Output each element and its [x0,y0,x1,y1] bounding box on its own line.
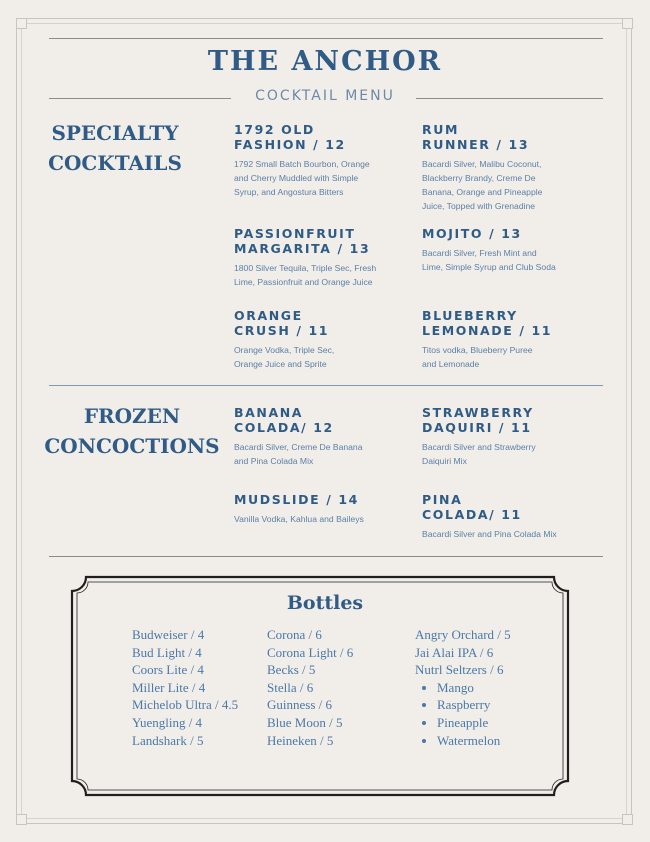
desc-line: 1800 Silver Tequila, Triple Sec, Fresh [234,263,377,273]
item-description [422,343,607,371]
bottle-item: Guinness / 6 [267,697,332,713]
desc-line: Juice, Topped with Grenadine [422,201,536,211]
item-name [234,308,419,338]
item-description [422,157,607,213]
desc-line: and Pina Colada Mix [234,456,314,466]
section-title-line: SPECIALTY [51,121,179,145]
section-title-line: COCKTAILS [48,151,182,175]
bottle-item: Corona / 6 [267,627,322,642]
bottle-item: Bud Light / 4 [132,644,202,660]
bottles-column-3 [415,626,511,749]
desc-line: Bacardi Silver and Pina Colada Mix [422,529,557,539]
item-name-line: RUM [422,122,460,137]
bottles-title: Bottles [286,592,364,614]
item-description [234,512,419,526]
menu-item-rum-runner [422,122,607,213]
item-name [422,122,607,152]
desc-line: 1792 Small Batch Bourbon, Orange [234,159,370,169]
flavor-item: • Raspberry [437,696,511,714]
bottle-item: Nutrl Seltzers / 6 [415,662,504,678]
bottle-item: Coors Lite / 4 [132,662,204,678]
desc-line: Daiquiri Mix [422,456,467,466]
bottle-item: Landshark / 5 [132,732,204,748]
item-name [422,492,607,522]
header-top-rule [49,38,603,39]
item-name-line: STRAWBERRY [422,405,534,420]
desc-line: Bacardi Silver, Creme De Banana [234,442,363,452]
item-description [422,440,607,468]
menu-item-pina-colada [422,492,607,541]
bottle-item: Yuengling / 4 [132,714,203,730]
item-name-line: MOJITO / 13 [422,226,522,241]
item-name-line: BANANA [234,405,304,420]
section-title-specialty [40,118,190,178]
menu-item-old-fashion [234,122,419,199]
desc-line: Lime, Simple Syrup and Club Soda [422,262,556,272]
menu-title: THE ANCHOR [207,46,443,77]
desc-line: Titos vodka, Blueberry Puree [422,345,533,355]
flavor-item: • Mango [437,679,511,697]
corner-ornament-bottom-left [16,814,27,825]
desc-line: Orange Vodka, Triple Sec, [234,345,335,355]
menu-item-mojito [422,226,607,274]
menu-item-strawberry-daquiri [422,405,607,468]
desc-line: Vanilla Vodka, Kahlua and Baileys [234,514,364,524]
item-name-line: DAQUIRI / 11 [422,420,532,435]
item-description [422,527,607,541]
item-name-line: BLUEBERRY [422,308,518,323]
bottle-item: Becks / 5 [267,662,316,678]
desc-line: Syrup, and Angostura Bitters [234,187,344,197]
item-name [234,405,419,435]
menu-item-orange-crush [234,308,419,371]
item-name-line: MARGARITA / 13 [234,241,371,256]
bottle-item: Michelob Ultra / 4.5 [132,697,239,713]
item-name-line: COLADA/ 12 [234,420,334,435]
bottle-item: Stella / 6 [267,679,314,695]
desc-line: Bacardi Silver and Strawberry [422,442,536,452]
desc-line: Banana, Orange and Pineapple [422,187,543,197]
item-name-line: RUNNER / 13 [422,137,530,152]
item-name-line: FASHION / 12 [234,137,346,152]
section-divider [49,385,603,386]
bottle-item: Heineken / 5 [267,732,334,748]
item-description [234,157,419,199]
menu-item-mudslide [234,492,419,526]
desc-line: Blackberry Brandy, Creme De [422,173,536,183]
bottle-item: Miller Lite / 4 [132,679,206,695]
menu-item-passionfruit-margarita [234,226,419,289]
item-name-line: CRUSH / 11 [234,323,330,338]
corner-ornament-top-left [16,18,27,29]
bottle-item: Blue Moon / 5 [267,714,343,730]
flavor-item: • Watermelon [437,732,511,750]
section-title-line: CONCOCTIONS [44,434,220,458]
section-title-frozen [44,401,220,461]
item-name-line: COLADA/ 11 [422,507,522,522]
menu-subtitle: COCKTAIL MENU [255,88,395,104]
desc-line: Bacardi Silver, Malibu Coconut, [422,159,542,169]
item-name [234,122,419,152]
desc-line: and Lemonade [422,359,480,369]
section-title-line: FROZEN [83,404,181,428]
menu-item-blueberry-lemonade [422,308,607,371]
item-description [422,246,607,274]
corner-ornament-bottom-right [622,814,633,825]
subtitle-rule-right [416,98,603,99]
item-name [422,308,607,338]
item-name [422,405,607,435]
item-name [234,492,419,507]
bottle-item: Budweiser / 4 [132,627,205,642]
bottles-column-2 [267,626,353,749]
section-divider [49,556,603,557]
flavor-item: • Pineapple [437,714,511,732]
item-name-line: PASSIONFRUIT [234,226,356,241]
desc-line: and Cherry Muddled with Simple [234,173,359,183]
item-name-line: LEMONADE / 11 [422,323,553,338]
desc-line: Lime, Passionfruit and Orange Juice [234,277,373,287]
seltzer-flavor-list [415,679,511,749]
desc-line: Bacardi Silver, Fresh Mint and [422,248,537,258]
menu-item-banana-colada [234,405,419,468]
bottle-item: Corona Light / 6 [267,644,354,660]
item-name [234,226,419,256]
bottles-column-1 [132,626,238,749]
item-description [234,343,419,371]
item-description [234,440,419,468]
item-description [234,261,419,289]
desc-line: Orange Juice and Sprite [234,359,327,369]
item-name-line: PINA [422,492,463,507]
item-name-line: MUDSLIDE / 14 [234,492,359,507]
bottle-item: Jai Alai IPA / 6 [415,644,494,660]
bottle-item: Angry Orchard / 5 [415,627,511,642]
item-name-line: 1792 OLD [234,122,315,137]
corner-ornament-top-right [622,18,633,29]
item-name-line: ORANGE [234,308,303,323]
item-name [422,226,607,241]
